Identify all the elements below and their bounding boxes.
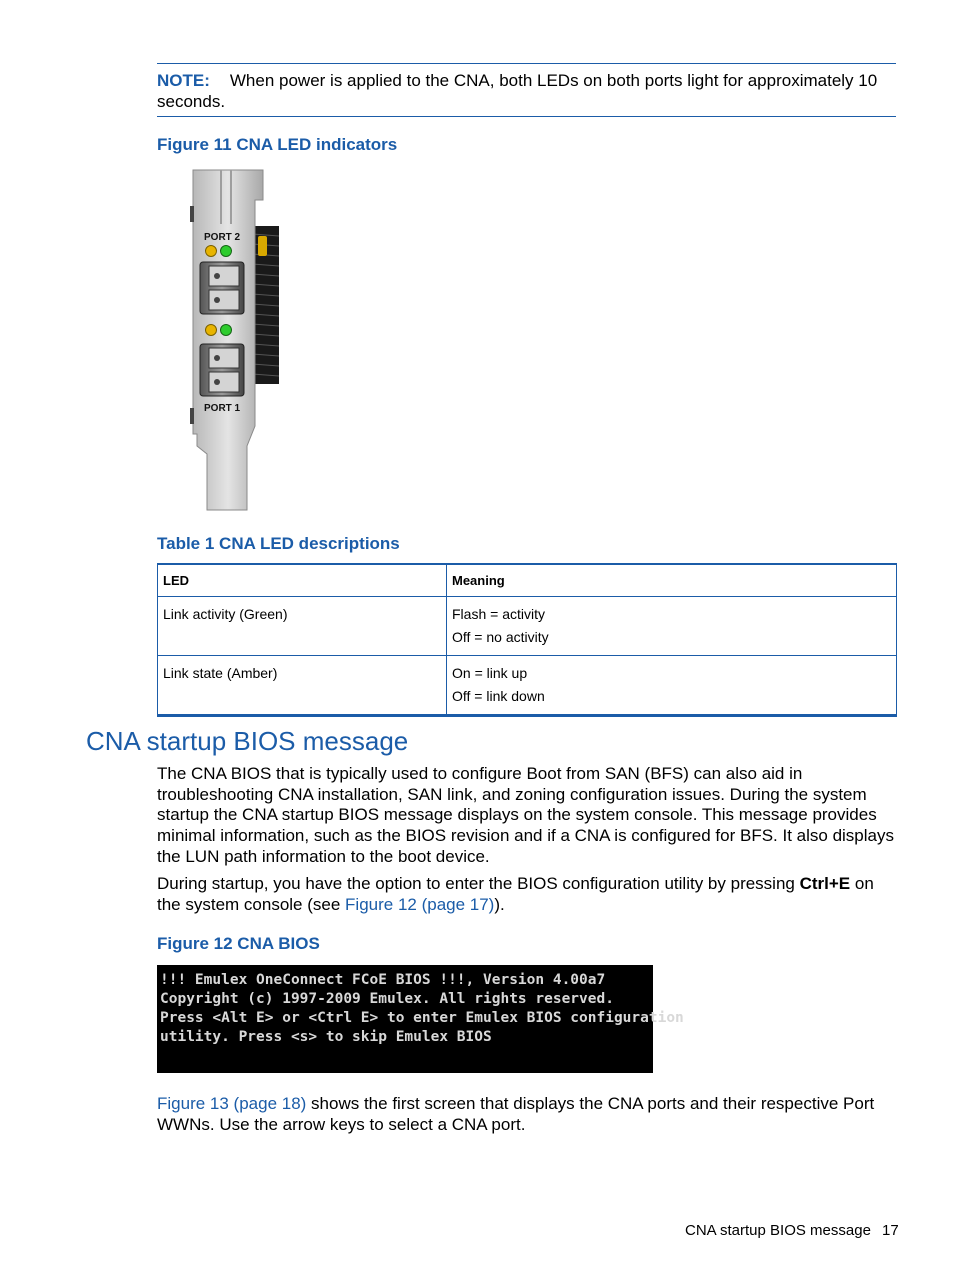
cell-led: Link activity (Green) xyxy=(158,597,447,656)
meaning-line: Flash = activity xyxy=(452,606,545,622)
para2-text-b: on the system console (see xyxy=(157,874,874,914)
port-2-green-led xyxy=(221,246,232,257)
paragraph-bios-intro: The CNA BIOS that is typically used to configure Boot from SAN (BFS) can also aid in troubleshooting CNA installation, SAN link, and zoning configuration issues. During the system startup the CNA startup BIOS message displays on the system console. This message provides minimal information, such as the BIOS revision and if a CNA is configured for BFS. It also displays the LUN path information to the boot device. xyxy=(157,764,894,866)
figure-11-caption: Figure 11 CNA LED indicators xyxy=(157,135,398,154)
cell-meaning xyxy=(447,656,897,716)
para2-text-a: During startup, you have the option to enter the BIOS configuration utility by pressing xyxy=(157,874,800,893)
table-row xyxy=(158,656,897,716)
table-header-row xyxy=(158,564,897,597)
cna-card-drawing xyxy=(157,164,307,514)
port-2-amber-led xyxy=(206,246,217,257)
bios-line: utility. Press <s> to skip Emulex BIOS xyxy=(160,1029,492,1045)
port-1-connector xyxy=(200,344,244,396)
bios-line: Copyright (c) 1997-2009 Emulex. All rights reserved. xyxy=(160,991,614,1007)
led-descriptions-table xyxy=(157,563,897,717)
meaning-line: On = link up xyxy=(452,665,528,681)
figure-12-link[interactable]: Figure 12 (page 17) xyxy=(345,894,495,914)
port-1-amber-led xyxy=(206,325,217,336)
bios-screen xyxy=(157,965,684,1073)
note-text: When power is applied to the CNA, both LEDs on both ports light for approximately 10 seconds. xyxy=(157,71,878,111)
footer-section-name: CNA startup BIOS message xyxy=(685,1222,871,1239)
bios-line: !!! Emulex OneConnect FCoE BIOS !!!, Version 4.00a7 xyxy=(160,972,606,988)
paragraph-figure-13 xyxy=(157,1094,899,1135)
note-label: NOTE: xyxy=(157,71,210,90)
pci-bracket xyxy=(193,170,263,510)
table-row xyxy=(158,597,897,656)
cna-card-image xyxy=(157,164,307,514)
figure-13-link[interactable]: Figure 13 (page 18) xyxy=(157,1094,307,1113)
header-led: LED xyxy=(158,564,447,597)
port-1-green-led xyxy=(221,325,232,336)
para3-text: shows the first screen that displays the CNA ports and their respective Port WWNs. Use the arrow keys to select a CNA port. xyxy=(157,1094,875,1134)
port-2-connector xyxy=(200,262,244,314)
cell-led: Link state (Amber) xyxy=(158,656,447,716)
table-1-caption: Table 1 CNA LED descriptions xyxy=(157,534,400,553)
paragraph-ctrl-e xyxy=(157,874,899,915)
heatsink xyxy=(253,226,279,384)
bios-line: Press <Alt E> or <Ctrl E> to enter Emulex BIOS configuration xyxy=(160,1010,684,1026)
port-1-label: PORT 1 xyxy=(204,403,241,414)
footer-page-number: 17 xyxy=(882,1222,899,1239)
section-heading: CNA startup BIOS message xyxy=(86,726,409,756)
ctrl-e-key: Ctrl+E xyxy=(799,874,851,893)
meaning-line: Off = no activity xyxy=(452,629,549,645)
header-meaning: Meaning xyxy=(447,564,897,597)
meaning-line: Off = link down xyxy=(452,688,545,704)
figure-12-caption: Figure 12 CNA BIOS xyxy=(157,934,320,953)
cell-meaning xyxy=(447,597,897,656)
note-box xyxy=(157,63,896,117)
para2-text-c: ). xyxy=(494,894,505,914)
port-2-label: PORT 2 xyxy=(204,232,241,243)
